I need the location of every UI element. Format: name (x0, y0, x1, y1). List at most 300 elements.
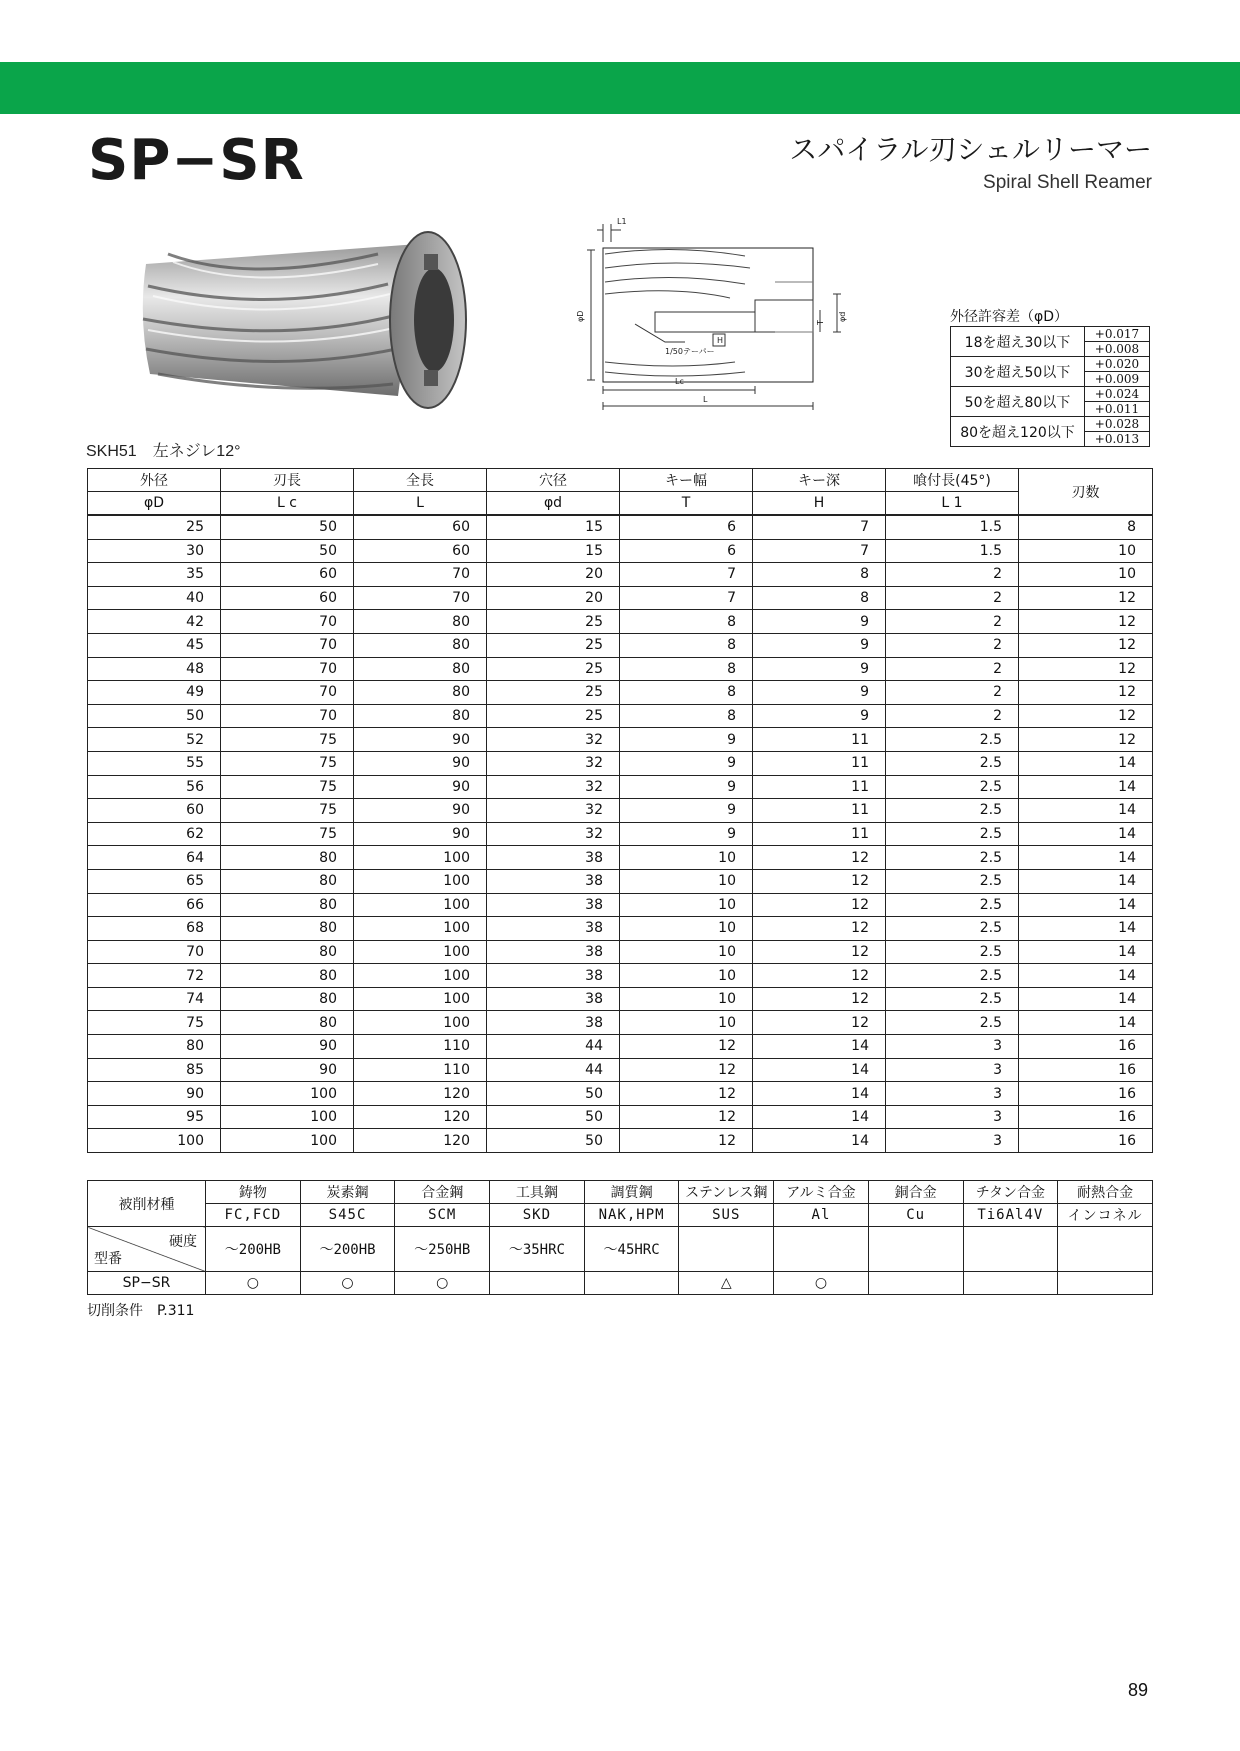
table-cell: 12 (620, 1082, 753, 1106)
table-cell: 80 (221, 1011, 354, 1035)
table-cell: 9 (620, 775, 753, 799)
table-cell: 90 (354, 822, 487, 846)
material-name: アルミ合金 (774, 1181, 869, 1204)
table-cell: 6 (620, 515, 753, 539)
table-cell: 42 (88, 610, 221, 634)
tolerance-lower: +0.011 (1085, 402, 1150, 417)
table-row (88, 822, 1153, 846)
material-note: SKH51 左ネジレ12° (86, 443, 241, 460)
table-cell: 1.5 (886, 539, 1019, 563)
suitability-mark (584, 1272, 679, 1295)
table-cell: 2.5 (886, 751, 1019, 775)
table-cell: 12 (1019, 728, 1153, 752)
table-cell: 75 (221, 775, 354, 799)
table-cell: 48 (88, 657, 221, 681)
table-cell: 14 (753, 1082, 886, 1106)
table-cell: 12 (753, 964, 886, 988)
table-cell: 16 (1019, 1105, 1153, 1129)
table-cell: 110 (354, 1058, 487, 1082)
table-cell: 16 (1019, 1082, 1153, 1106)
table-cell: 50 (487, 1082, 620, 1106)
table-cell: 8 (620, 681, 753, 705)
table-cell: 16 (1019, 1058, 1153, 1082)
table-cell: 12 (620, 1105, 753, 1129)
table-cell: 2.5 (886, 728, 1019, 752)
table-cell: 50 (487, 1105, 620, 1129)
table-cell: 38 (487, 917, 620, 941)
table-row (88, 539, 1153, 563)
tolerance-range: 30を超え50以下 (951, 357, 1085, 387)
suitability-mark: ○ (300, 1272, 395, 1295)
table-cell: 90 (354, 728, 487, 752)
phi-D-label: φD (576, 310, 585, 322)
l-label: L (703, 395, 708, 404)
table-cell: 68 (88, 917, 221, 941)
table-cell: 38 (487, 869, 620, 893)
table-cell: 3 (886, 1129, 1019, 1153)
table-cell: 14 (1019, 822, 1153, 846)
material-name: 銅合金 (868, 1181, 963, 1204)
header-key-depth: キー深 (753, 469, 886, 492)
table-cell: 70 (88, 940, 221, 964)
table-cell: 9 (753, 610, 886, 634)
table-cell: 9 (753, 657, 886, 681)
table-cell: 2.5 (886, 1011, 1019, 1035)
tolerance-row (951, 417, 1150, 432)
cutting-hardness-row (88, 1227, 1153, 1272)
model-name: SP−SR (88, 1272, 206, 1295)
tolerance-range: 80を超え120以下 (951, 417, 1085, 447)
symbol-phi-d: φd (487, 492, 620, 516)
table-cell: 9 (620, 822, 753, 846)
cutting-table (87, 1180, 1153, 1295)
table-cell: 70 (221, 657, 354, 681)
suitability-mark: ○ (206, 1272, 301, 1295)
table-cell: 14 (1019, 917, 1153, 941)
table-cell: 80 (221, 846, 354, 870)
table-cell: 11 (753, 728, 886, 752)
table-cell: 75 (221, 822, 354, 846)
material-name: 炭素鋼 (300, 1181, 395, 1204)
table-cell: 9 (620, 728, 753, 752)
table-cell: 16 (1019, 1129, 1153, 1153)
table-cell: 38 (487, 940, 620, 964)
material-code: インコネル (1058, 1204, 1153, 1227)
material-name: 合金鋼 (395, 1181, 490, 1204)
table-cell: 110 (354, 1035, 487, 1059)
product-title-en: Spiral Shell Reamer (983, 172, 1152, 193)
table-cell: 70 (221, 704, 354, 728)
material-code: SUS (679, 1204, 774, 1227)
table-cell: 120 (354, 1082, 487, 1106)
table-cell: 7 (620, 563, 753, 587)
table-cell: 60 (221, 563, 354, 587)
suitability-mark: ○ (395, 1272, 490, 1295)
tolerance-lower: +0.008 (1085, 342, 1150, 357)
table-cell: 60 (354, 539, 487, 563)
table-cell: 12 (1019, 610, 1153, 634)
tolerance-range: 18を超え30以下 (951, 327, 1085, 357)
table-cell: 70 (221, 681, 354, 705)
suitability-mark (963, 1272, 1058, 1295)
table-cell: 30 (88, 539, 221, 563)
table-cell: 14 (1019, 1011, 1153, 1035)
table-cell: 100 (354, 869, 487, 893)
table-cell: 62 (88, 822, 221, 846)
table-cell: 10 (620, 893, 753, 917)
table-cell: 25 (487, 633, 620, 657)
cutting-conditions-ref: 切削条件 P.311 (87, 1303, 195, 1319)
material-name: 調質鋼 (584, 1181, 679, 1204)
table-cell: 32 (487, 728, 620, 752)
header-blade-length: 刃長 (221, 469, 354, 492)
table-cell: 64 (88, 846, 221, 870)
table-cell: 90 (221, 1035, 354, 1059)
table-cell: 15 (487, 539, 620, 563)
hardness-value (1058, 1227, 1153, 1272)
table-cell: 35 (88, 563, 221, 587)
cutting-material-row (88, 1181, 1153, 1204)
table-cell: 100 (221, 1129, 354, 1153)
table-cell: 7 (753, 515, 886, 539)
material-name: 鋳物 (206, 1181, 301, 1204)
tolerance-title: 外径許容差（φD） (950, 309, 1069, 325)
table-cell: 14 (753, 1105, 886, 1129)
hardness-value: ～45HRC (584, 1227, 679, 1272)
table-cell: 2.5 (886, 893, 1019, 917)
table-cell: 20 (487, 586, 620, 610)
lc-label: Lc (675, 377, 684, 386)
hardness-model-header (88, 1227, 206, 1272)
product-photo (128, 224, 480, 414)
table-row (88, 917, 1153, 941)
table-cell: 14 (1019, 869, 1153, 893)
table-row (88, 610, 1153, 634)
table-cell: 10 (1019, 563, 1153, 587)
table-cell: 80 (354, 657, 487, 681)
table-cell: 80 (221, 964, 354, 988)
table-cell: 9 (753, 681, 886, 705)
table-cell: 14 (1019, 987, 1153, 1011)
model-title: SP−SR (88, 128, 305, 193)
table-cell: 2.5 (886, 940, 1019, 964)
table-cell: 14 (753, 1058, 886, 1082)
suitability-mark (868, 1272, 963, 1295)
table-cell: 25 (487, 610, 620, 634)
table-cell: 10 (620, 846, 753, 870)
table-cell: 10 (620, 917, 753, 941)
table-cell: 50 (487, 1129, 620, 1153)
table-row (88, 1058, 1153, 1082)
table-cell: 75 (221, 751, 354, 775)
table-cell: 100 (354, 940, 487, 964)
material-code: Cu (868, 1204, 963, 1227)
table-cell: 90 (88, 1082, 221, 1106)
table-cell: 60 (354, 515, 487, 539)
table-cell: 6 (620, 539, 753, 563)
table-cell: 8 (753, 586, 886, 610)
table-cell: 1.5 (886, 515, 1019, 539)
table-cell: 75 (221, 728, 354, 752)
table-row (88, 869, 1153, 893)
table-cell: 14 (1019, 964, 1153, 988)
table-cell: 32 (487, 751, 620, 775)
table-cell: 70 (354, 586, 487, 610)
material-name: ステンレス鋼 (679, 1181, 774, 1204)
table-row (88, 964, 1153, 988)
header-chamfer-length: 喰付長(45°) (886, 469, 1019, 492)
material-code: SKD (490, 1204, 585, 1227)
table-cell: 60 (221, 586, 354, 610)
table-cell: 32 (487, 775, 620, 799)
table-cell: 2 (886, 563, 1019, 587)
table-cell: 72 (88, 964, 221, 988)
taper-label: 1/50テーパー (665, 347, 715, 356)
table-cell: 80 (354, 633, 487, 657)
table-row (88, 657, 1153, 681)
header-green-bar (0, 62, 1240, 114)
table-cell: 3 (886, 1105, 1019, 1129)
table-cell: 100 (88, 1129, 221, 1153)
table-cell: 44 (487, 1035, 620, 1059)
header-bore-diameter: 穴径 (487, 469, 620, 492)
material-name: 工具鋼 (490, 1181, 585, 1204)
table-cell: 12 (753, 1011, 886, 1035)
table-cell: 16 (1019, 1035, 1153, 1059)
table-cell: 10 (620, 1011, 753, 1035)
table-cell: 44 (487, 1058, 620, 1082)
table-cell: 10 (620, 940, 753, 964)
table-cell: 80 (221, 893, 354, 917)
table-row (88, 799, 1153, 823)
table-cell: 20 (487, 563, 620, 587)
table-cell: 25 (487, 681, 620, 705)
table-cell: 2.5 (886, 964, 1019, 988)
tolerance-lower: +0.013 (1085, 432, 1150, 447)
material-code: FC,FCD (206, 1204, 301, 1227)
material-name: チタン合金 (963, 1181, 1058, 1204)
suitability-mark (1058, 1272, 1153, 1295)
dimension-drawing (545, 212, 865, 442)
table-cell: 25 (487, 704, 620, 728)
symbol-H: H (753, 492, 886, 516)
hardness-value (868, 1227, 963, 1272)
hardness-value: ～250HB (395, 1227, 490, 1272)
table-row (88, 987, 1153, 1011)
tolerance-table (950, 326, 1150, 447)
phi-d-label: φd (838, 311, 847, 322)
cutting-suitability-row (88, 1272, 1153, 1295)
table-cell: 8 (753, 563, 886, 587)
table-row (88, 893, 1153, 917)
table-cell: 85 (88, 1058, 221, 1082)
table-cell: 8 (620, 633, 753, 657)
table-cell: 2.5 (886, 822, 1019, 846)
table-cell: 12 (753, 940, 886, 964)
table-cell: 80 (354, 704, 487, 728)
table-row (88, 940, 1153, 964)
table-row (88, 586, 1153, 610)
table-cell: 11 (753, 799, 886, 823)
table-cell: 12 (1019, 633, 1153, 657)
table-cell: 25 (88, 515, 221, 539)
table-cell: 2 (886, 681, 1019, 705)
symbol-T: T (620, 492, 753, 516)
table-cell: 55 (88, 751, 221, 775)
table-cell: 12 (1019, 704, 1153, 728)
table-cell: 52 (88, 728, 221, 752)
table-cell: 9 (753, 704, 886, 728)
cutting-code-row (88, 1204, 1153, 1227)
tolerance-upper: +0.017 (1085, 327, 1150, 342)
table-cell: 2.5 (886, 775, 1019, 799)
table-cell: 12 (753, 869, 886, 893)
table-cell: 38 (487, 1011, 620, 1035)
table-cell: 2.5 (886, 987, 1019, 1011)
table-cell: 14 (1019, 893, 1153, 917)
table-cell: 90 (221, 1058, 354, 1082)
table-cell: 3 (886, 1082, 1019, 1106)
table-cell: 80 (354, 681, 487, 705)
table-cell: 38 (487, 987, 620, 1011)
table-cell: 7 (620, 586, 753, 610)
table-cell: 100 (354, 893, 487, 917)
table-cell: 95 (88, 1105, 221, 1129)
material-code: Ti6Al4V (963, 1204, 1058, 1227)
material-code: S45C (300, 1204, 395, 1227)
table-cell: 80 (221, 940, 354, 964)
tolerance-range: 50を超え80以下 (951, 387, 1085, 417)
hardness-value: ～200HB (300, 1227, 395, 1272)
header-flute-count: 刃数 (1019, 469, 1153, 516)
table-cell: 14 (1019, 775, 1153, 799)
table-cell: 2 (886, 586, 1019, 610)
table-cell: 75 (88, 1011, 221, 1035)
table-cell: 8 (620, 610, 753, 634)
table-cell: 80 (221, 917, 354, 941)
tolerance-upper: +0.028 (1085, 417, 1150, 432)
table-cell: 32 (487, 799, 620, 823)
table-cell: 65 (88, 869, 221, 893)
tolerance-row (951, 327, 1150, 342)
tolerance-upper: +0.024 (1085, 387, 1150, 402)
table-row (88, 846, 1153, 870)
table-cell: 14 (1019, 799, 1153, 823)
table-cell: 120 (354, 1129, 487, 1153)
table-cell: 2 (886, 610, 1019, 634)
tolerance-row (951, 387, 1150, 402)
table-cell: 80 (221, 869, 354, 893)
table-cell: 100 (354, 917, 487, 941)
model-label: 型番 (94, 1251, 122, 1267)
table-cell: 100 (354, 846, 487, 870)
table-cell: 2.5 (886, 799, 1019, 823)
t-label: T (816, 320, 825, 325)
table-cell: 10 (620, 987, 753, 1011)
table-cell: 45 (88, 633, 221, 657)
table-row (88, 775, 1153, 799)
page-number: 89 (1128, 1680, 1149, 1700)
table-cell: 11 (753, 775, 886, 799)
hardness-value: ～200HB (206, 1227, 301, 1272)
table-cell: 50 (221, 515, 354, 539)
table-cell: 12 (1019, 657, 1153, 681)
table-row (88, 751, 1153, 775)
table-cell: 3 (886, 1035, 1019, 1059)
table-cell: 2.5 (886, 846, 1019, 870)
header-total-length: 全長 (354, 469, 487, 492)
table-cell: 9 (620, 751, 753, 775)
table-cell: 8 (620, 657, 753, 681)
table-cell: 38 (487, 964, 620, 988)
table-cell: 8 (1019, 515, 1153, 539)
table-row (88, 728, 1153, 752)
table-cell: 75 (221, 799, 354, 823)
table-cell: 100 (221, 1105, 354, 1129)
material-name: 耐熱合金 (1058, 1181, 1153, 1204)
table-cell: 8 (620, 704, 753, 728)
symbol-Lc: L c (221, 492, 354, 516)
table-cell: 2.5 (886, 869, 1019, 893)
table-cell: 49 (88, 681, 221, 705)
table-cell: 12 (1019, 586, 1153, 610)
hardness-value (774, 1227, 869, 1272)
hardness-value (963, 1227, 1058, 1272)
table-cell: 3 (886, 1058, 1019, 1082)
tolerance-row (951, 357, 1150, 372)
table-cell: 70 (354, 563, 487, 587)
table-cell: 12 (753, 917, 886, 941)
table-row (88, 1129, 1153, 1153)
table-cell: 2 (886, 633, 1019, 657)
table-cell: 80 (221, 987, 354, 1011)
material-code: NAK,HPM (584, 1204, 679, 1227)
table-row (88, 515, 1153, 539)
table-cell: 90 (354, 775, 487, 799)
table-cell: 60 (88, 799, 221, 823)
table-cell: 12 (753, 846, 886, 870)
table-cell: 70 (221, 610, 354, 634)
table-cell: 50 (221, 539, 354, 563)
table-cell: 7 (753, 539, 886, 563)
h-label: H (717, 336, 724, 345)
table-cell: 12 (1019, 681, 1153, 705)
material-code: Al (774, 1204, 869, 1227)
suitability-mark: ○ (774, 1272, 869, 1295)
table-cell: 80 (354, 610, 487, 634)
table-row (88, 1105, 1153, 1129)
table-cell: 9 (620, 799, 753, 823)
table-cell: 90 (354, 799, 487, 823)
table-cell: 11 (753, 822, 886, 846)
table-cell: 14 (1019, 751, 1153, 775)
table-cell: 10 (620, 869, 753, 893)
table-cell: 14 (753, 1035, 886, 1059)
table-row (88, 563, 1153, 587)
symbol-L: L (354, 492, 487, 516)
table-cell: 12 (753, 893, 886, 917)
table-cell: 25 (487, 657, 620, 681)
table-cell: 9 (753, 633, 886, 657)
table-cell: 15 (487, 515, 620, 539)
table-cell: 2.5 (886, 917, 1019, 941)
table-cell: 12 (753, 987, 886, 1011)
table-cell: 32 (487, 822, 620, 846)
table-row (88, 704, 1153, 728)
table-cell: 40 (88, 586, 221, 610)
table-cell: 11 (753, 751, 886, 775)
table-row (88, 1035, 1153, 1059)
